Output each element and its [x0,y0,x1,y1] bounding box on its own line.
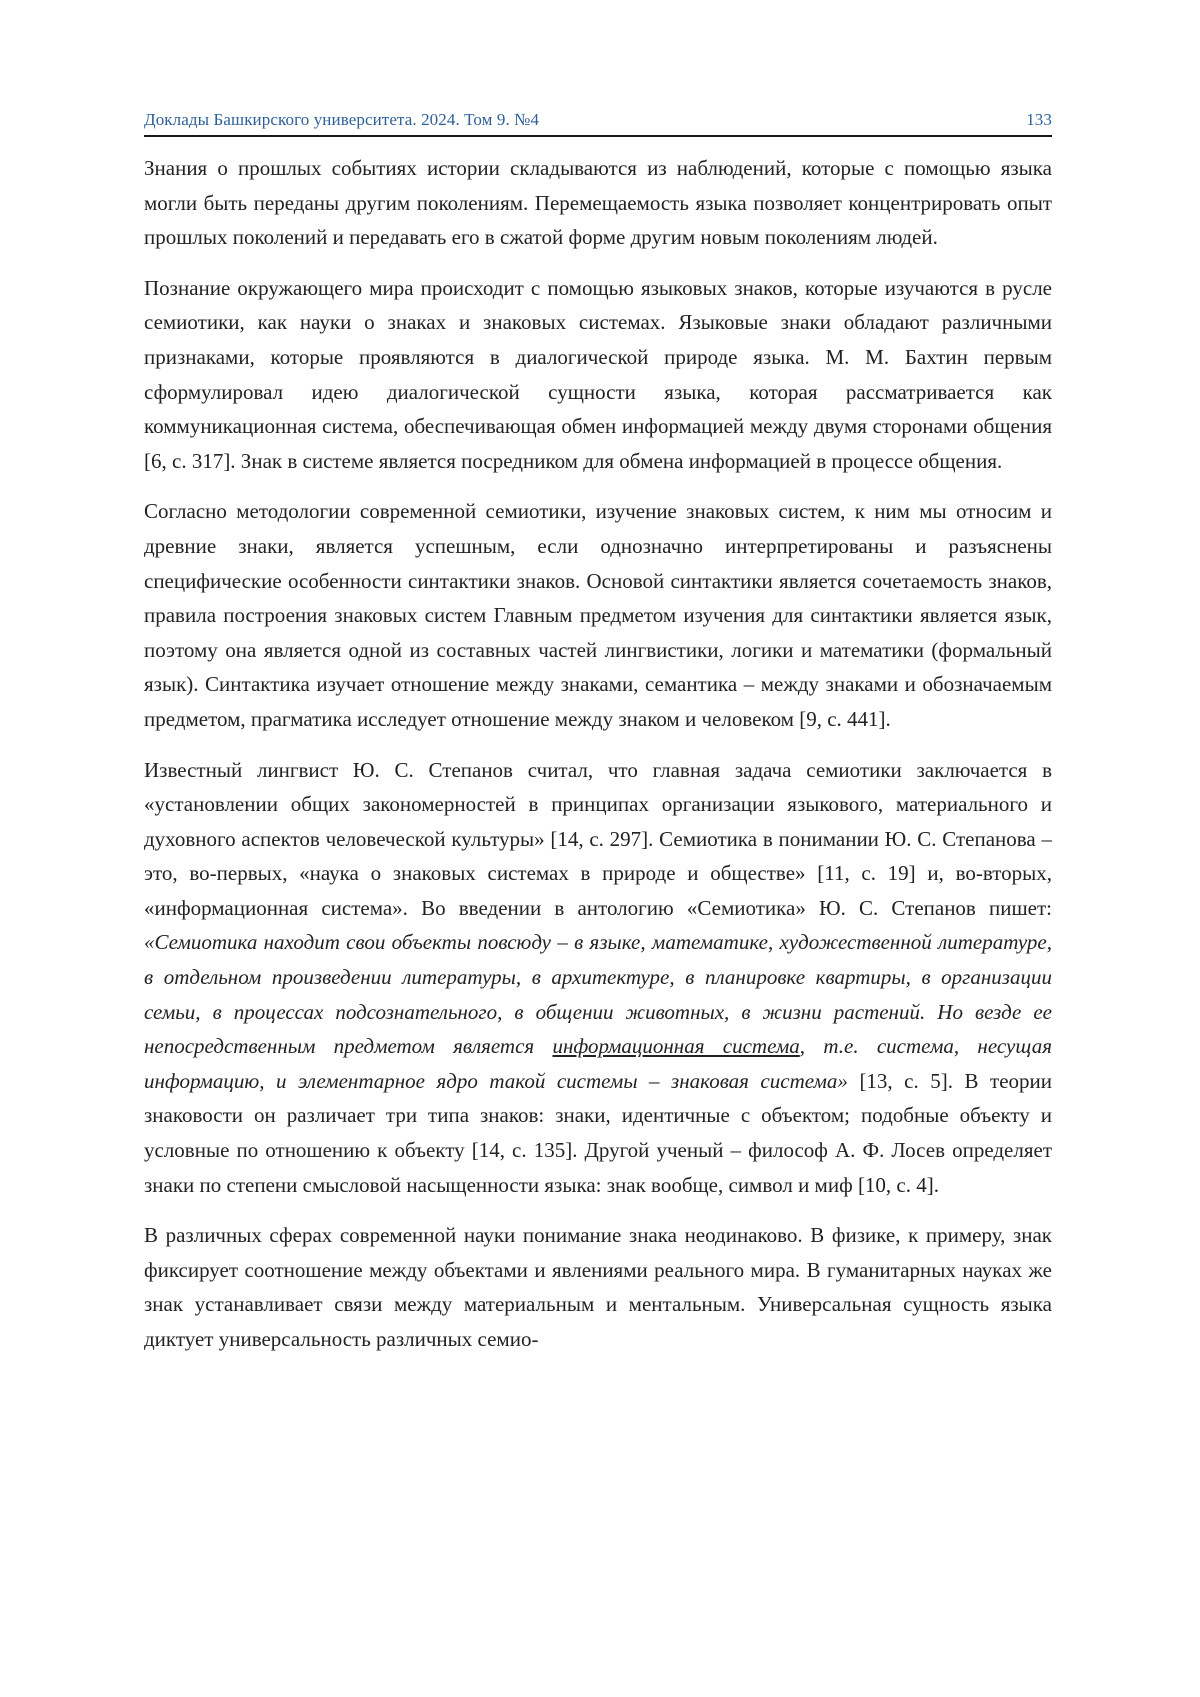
article-body [144,151,1052,1357]
paragraph-5: В различных сферах современной науки понимание знака неодинаково. В физике, к примеру, знак фиксирует соотношение между объектами и явлениями реального мира. В гуманитарных науках же знак устанавливает связи между материальным и ментальным. Универсальная сущность языка диктует универсальность различных семио- [144,1218,1052,1356]
quote-end: , т.е. система, несущая информацию, и элементарное ядро такой системы – знаковая система» [144,1034,1052,1093]
quote-start: «Семиотика находит свои объекты повсюду – в языке, математике, художественной литературе, в отдельном произведении литературы, в архитектуре, в планировке квартиры, в организации семьи, в процессах подсознательного, в общении животных, в жизни растений. Но везде ее непосредственным предметом является [144,930,1052,1058]
quote-underlined-term: информационная система [552,1034,799,1058]
journal-title: Доклады Башкирского университета. 2024. Том 9. №4 [144,110,539,130]
paragraph-4-intro: Известный лингвист Ю. С. Степанов считал, что главная задача семиотики заключается в «установлении общих закономерностей в принципах организации языкового, материального и духовного аспектов человеческой культуры» [14, с. 297]. Семиотика в понимании Ю. С. Степанова – это, во-первых, «наука о знаковых системах в природе и обществе» [11, с. 19] и, во-вторых, «информационная система». Во введении в антологию «Семиотика» Ю. С. Степанов пишет: [144,758,1052,920]
page-number: 133 [1026,110,1052,130]
paragraph-1: Знания о прошлых событиях истории складываются из наблюдений, которые с помощью языка могли быть переданы другим поколениям. Перемещаемость языка позволяет концентрировать опыт прошлых поколений и передавать его в сжатой форме другим новым поколениям людей. [144,151,1052,255]
running-header [144,110,1052,137]
page [144,110,1052,1373]
paragraph-4-outro: [13, с. 5]. В теории знаковости он различает три типа знаков: знаки, идентичные с объектом; подобные объекту и условные по отношению к объекту [14, с. 135]. Другой ученый – философ А. Ф. Лосев определяет знаки по степени смысловой насыщенности языка: знак вообще, символ и миф [10, с. 4]. [144,1069,1052,1197]
paragraph-2: Познание окружающего мира происходит с помощью языковых знаков, которые изучаются в русле семиотики, как науки о знаках и знаковых системах. Языковые знаки обладают различными признаками, которые проявляются в диалогической природе языка. М. М. Бахтин первым сформулировал идею диалогической сущности языка, которая рассматривается как коммуникационная система, обеспечивающая обмен информацией между двумя сторонами общения [6, с. 317]. Знак в системе является посредником для обмена информацией в процессе общения. [144,271,1052,479]
paragraph-3: Согласно методологии современной семиотики, изучение знаковых систем, к ним мы относим и древние знаки, является успешным, если однозначно интерпретированы и разъяснены специфические особенности синтактики знаков. Основой синтактики является сочетаемость знаков, правила построения знаковых систем Главным предметом изучения для синтактики является язык, поэтому она является одной из составных частей лингвистики, логики и математики (формальный язык). Синтактика изучает отношение между знаками, семантика – между знаками и обозначаемым предметом, прагматика исследует отношение между знаком и человеком [9, с. 441]. [144,494,1052,736]
paragraph-4 [144,753,1052,1203]
